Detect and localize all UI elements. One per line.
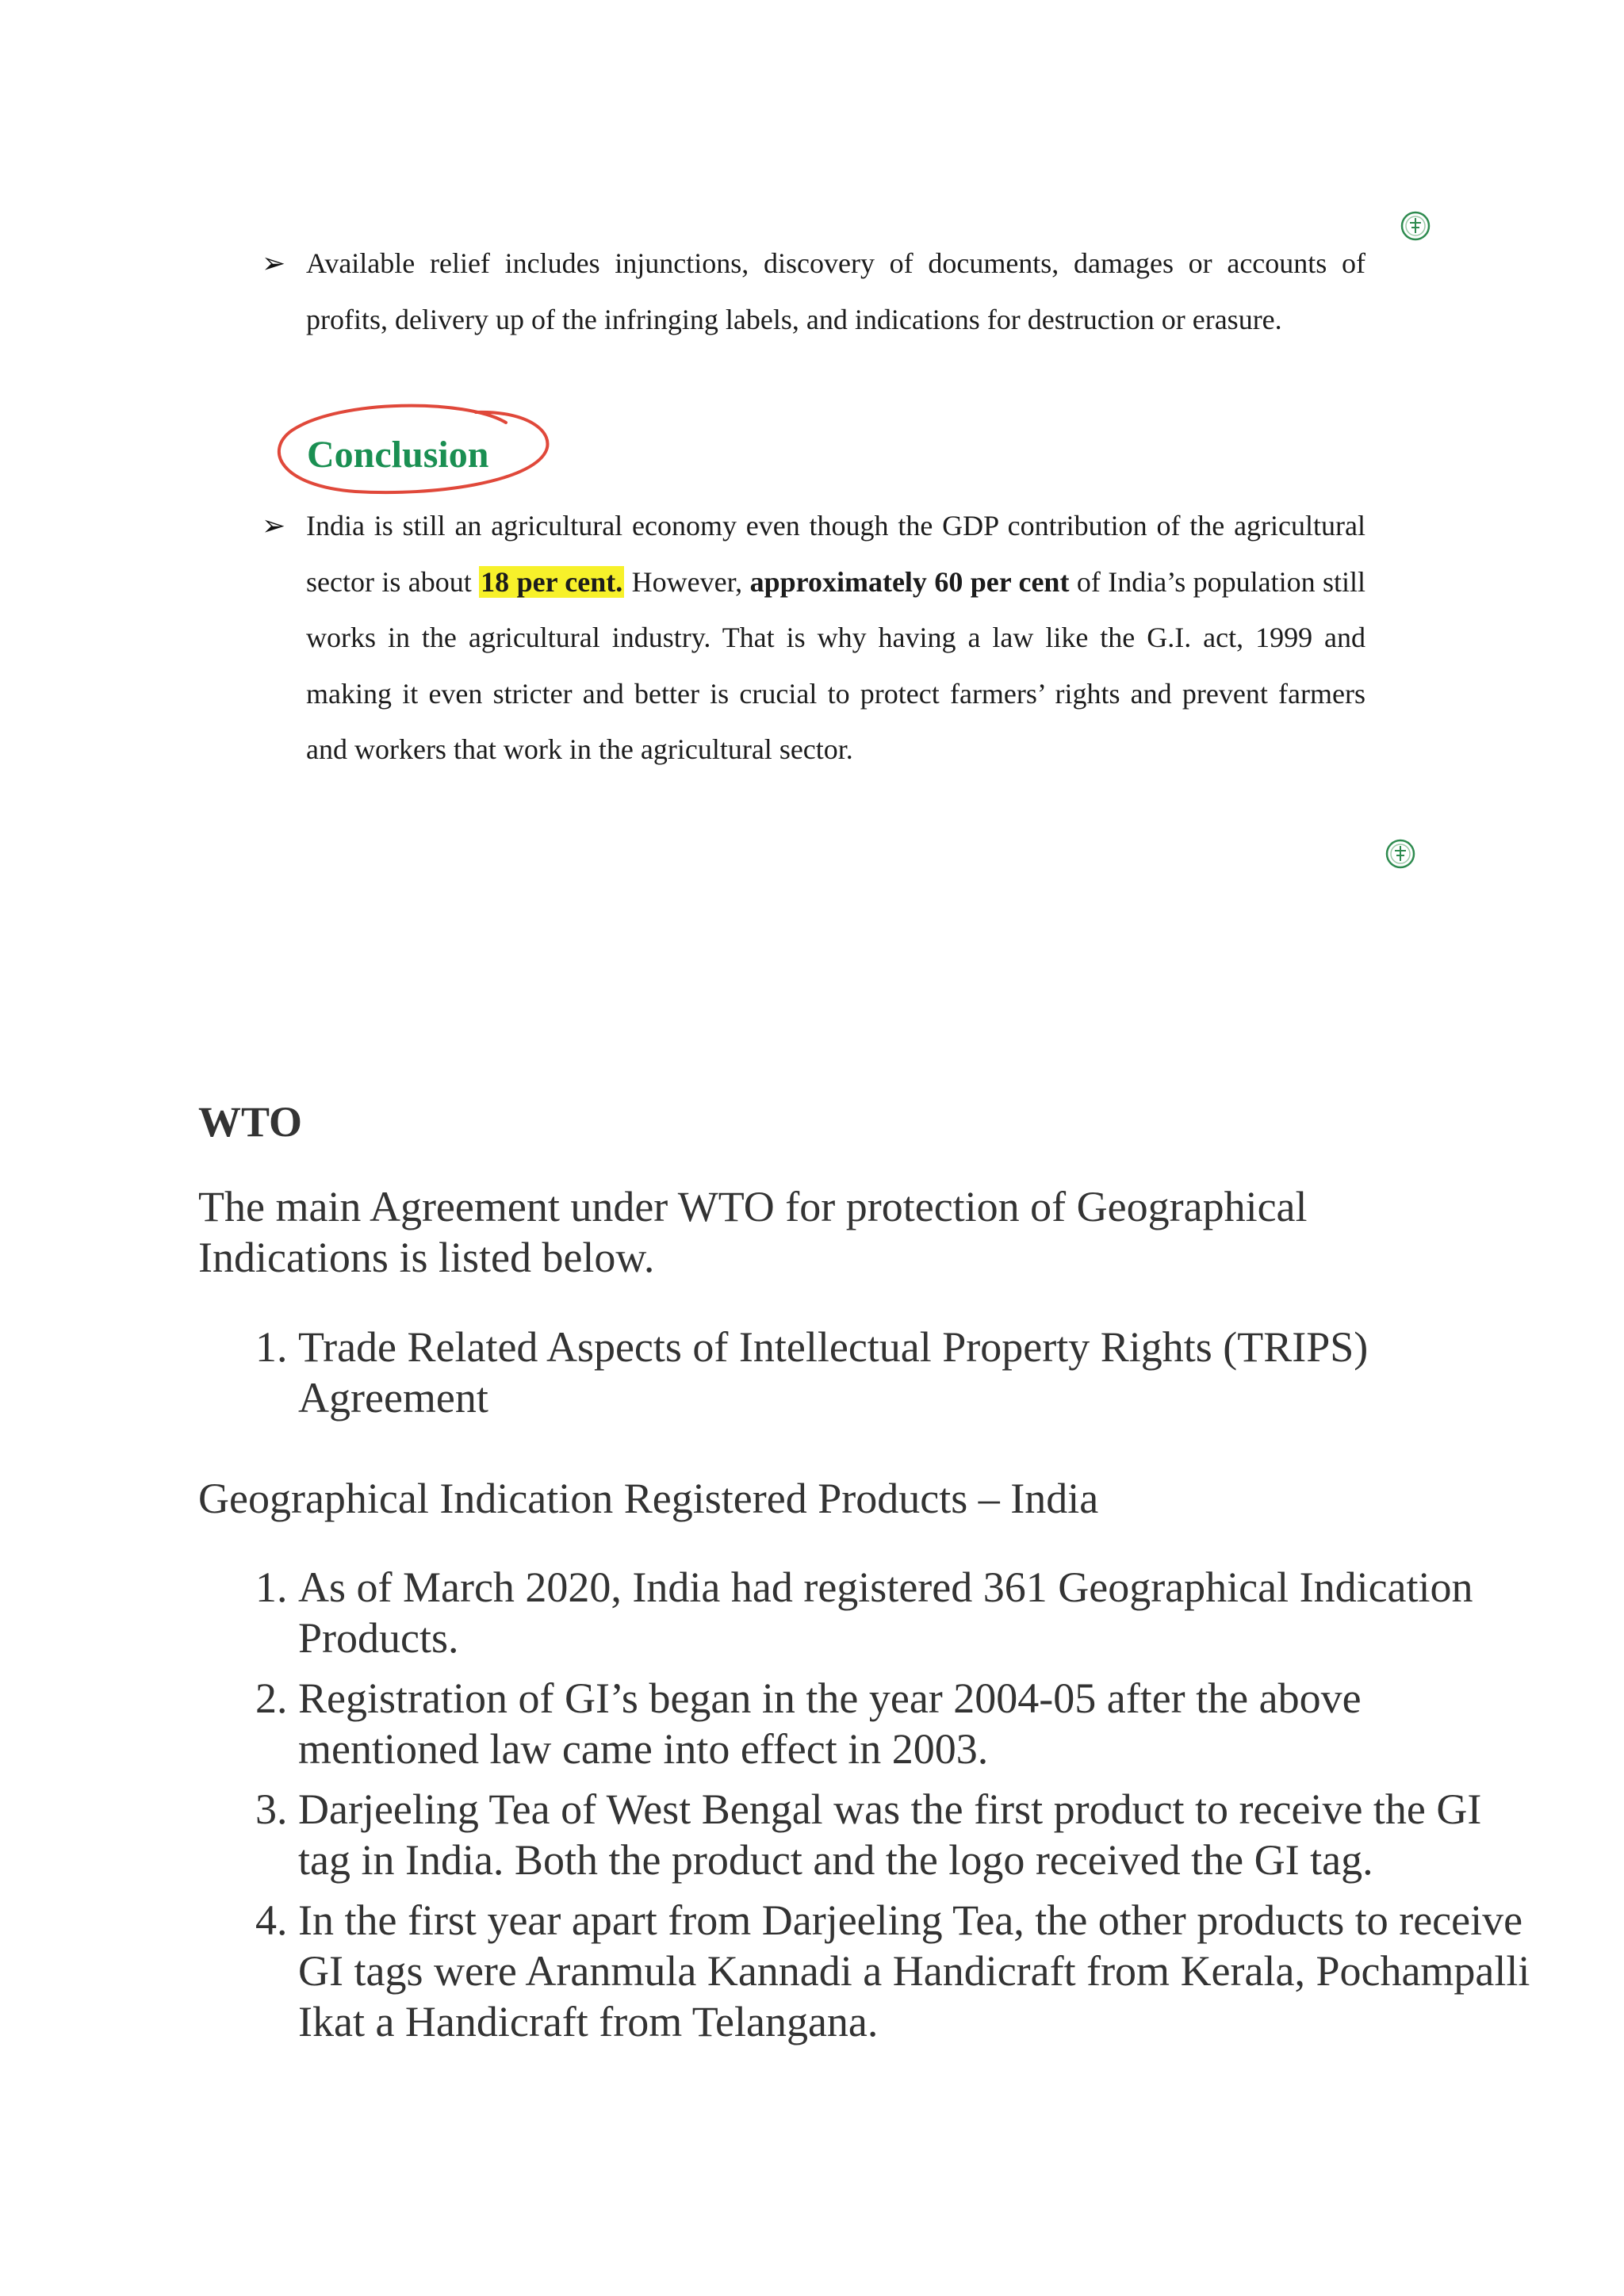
conclusion-text-part3: of India’s population still works in the agricultural industry. That is why having a law like the G.I. act, 1999 and making it even stricter and better is crucial to protect farmers’ rights and prevent farmers and workers that work in the agricultural sector. xyxy=(306,565,1366,765)
conclusion-heading: Conclusion xyxy=(307,434,489,476)
list-item: 4. In the first year apart from Darjeeling Tea, the other products to receive GI tags were Aranmula Kannadi a Handicraft from Kerala, Pochampalli Ikat a Handicraft from Telangana. xyxy=(298,1895,1535,2047)
emblem-seal-icon xyxy=(1400,210,1431,242)
conclusion-text-part1: India is still an agricultural economy even though the GDP contribution of the agricultural sector is about xyxy=(306,510,1365,598)
list-item: 1. Trade Related Aspects of Intellectual Property Rights (TRIPS) Agreement xyxy=(298,1322,1535,1423)
list-item: 1. As of March 2020, India had registered 361 Geographical Indication Products. xyxy=(298,1562,1535,1663)
conclusion-text-part2: However, xyxy=(624,565,750,598)
wto-heading: WTO xyxy=(198,1098,303,1146)
list-item: 3. Darjeeling Tea of West Bengal was the first product to receive the GI tag in India. Both the product and the logo received the GI tag. xyxy=(298,1784,1535,1885)
bullet-arrow-icon: ➢ xyxy=(262,510,286,541)
agreement-list xyxy=(198,1322,1535,1433)
gi-products-heading: Geographical Indication Registered Products – India xyxy=(198,1475,1099,1522)
scanned-excerpt xyxy=(0,0,1624,888)
list-item: 2. Registration of GI’s began in the year 2004-05 after the above mentioned law came into effect in 2003. xyxy=(298,1673,1535,1774)
emblem-seal-icon xyxy=(1385,838,1416,870)
relief-paragraph: Available relief includes injunctions, discovery of documents, damages or accounts of profits, delivery up of the infringing labels, and indications for destruction or erasure. xyxy=(306,247,1365,335)
highlighted-percentage: 18 per cent. xyxy=(481,565,623,598)
conclusion-paragraph xyxy=(306,498,1365,778)
gi-products-list xyxy=(198,1562,1535,2057)
wto-intro: The main Agreement under WTO for protection of Geographical Indications is listed below. xyxy=(198,1183,1308,1281)
conclusion-heading-block xyxy=(268,395,553,498)
bullet-arrow-icon: ➢ xyxy=(262,247,286,279)
bold-percentage: approximately 60 per cent xyxy=(749,565,1070,598)
